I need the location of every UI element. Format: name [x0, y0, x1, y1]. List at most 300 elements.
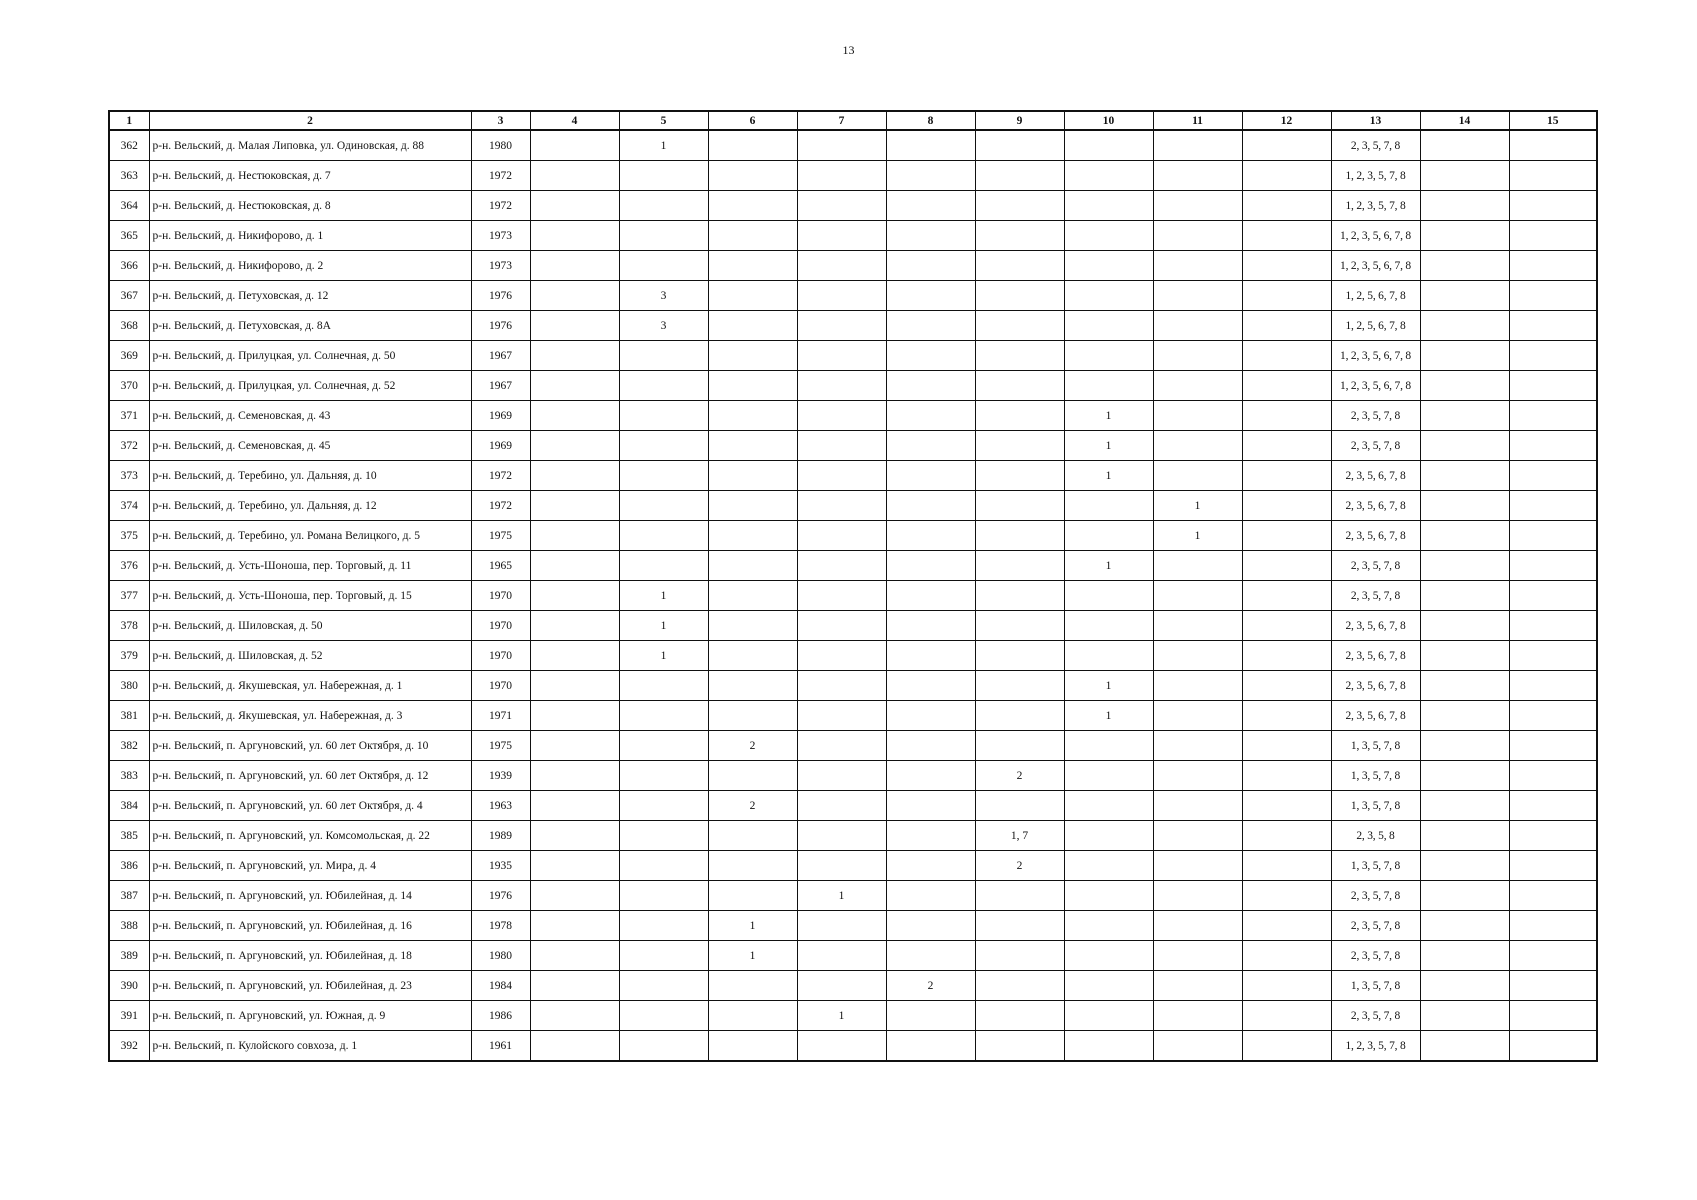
table-cell-col-10: [1064, 821, 1153, 851]
table-cell-col-9: [975, 1001, 1064, 1031]
table-cell-col-3: 1984: [471, 971, 530, 1001]
table-cell-col-5: [619, 821, 708, 851]
table-cell-col-14: [1420, 551, 1509, 581]
table-cell-col-6: [708, 761, 797, 791]
table-cell-col-6: [708, 971, 797, 1001]
table-cell-col-7: [797, 371, 886, 401]
table-cell-col-7: [797, 221, 886, 251]
table-cell-col-4: [530, 491, 619, 521]
table-cell-col-5: 1: [619, 611, 708, 641]
table-cell-col-10: [1064, 1001, 1153, 1031]
table-cell-col-8: [886, 761, 975, 791]
table-cell-col-5: [619, 161, 708, 191]
table-cell-col-3: 1978: [471, 911, 530, 941]
table-cell-col-5: [619, 221, 708, 251]
table-cell-col-1: 377: [109, 581, 149, 611]
table-cell-col-13: 1, 2, 3, 5, 6, 7, 8: [1331, 251, 1420, 281]
table-cell-col-4: [530, 401, 619, 431]
table-cell-col-7: 1: [797, 881, 886, 911]
table-cell-col-2: р-н. Вельский, д. Шиловская, д. 50: [149, 611, 471, 641]
table-cell-col-15: [1509, 911, 1597, 941]
table-cell-col-6: [708, 611, 797, 641]
table-cell-col-13: 2, 3, 5, 7, 8: [1331, 130, 1420, 161]
table-cell-col-7: [797, 191, 886, 221]
table-cell-col-3: 1973: [471, 251, 530, 281]
table-row: [109, 130, 1597, 161]
table-cell-col-4: [530, 761, 619, 791]
table-cell-col-1: 367: [109, 281, 149, 311]
table-cell-col-1: 364: [109, 191, 149, 221]
table-cell-col-3: 1972: [471, 461, 530, 491]
table-cell-col-9: 2: [975, 851, 1064, 881]
table-cell-col-9: [975, 311, 1064, 341]
table-cell-col-11: [1153, 941, 1242, 971]
table-cell-col-2: р-н. Вельский, д. Малая Липовка, ул. Одиновская, д. 88: [149, 130, 471, 161]
table-cell-col-2: р-н. Вельский, д. Теребино, ул. Дальняя, д. 12: [149, 491, 471, 521]
table-cell-col-1: 388: [109, 911, 149, 941]
table-cell-col-3: 1975: [471, 521, 530, 551]
table-cell-col-12: [1242, 341, 1331, 371]
table-cell-col-2: р-н. Вельский, п. Аргуновский, ул. 60 лет Октября, д. 12: [149, 761, 471, 791]
table-cell-col-5: [619, 731, 708, 761]
table-cell-col-11: 1: [1153, 491, 1242, 521]
table-cell-col-6: [708, 251, 797, 281]
table-cell-col-1: 382: [109, 731, 149, 761]
table-cell-col-11: [1153, 821, 1242, 851]
table-cell-col-5: [619, 851, 708, 881]
table-cell-col-3: 1969: [471, 401, 530, 431]
table-cell-col-11: [1153, 311, 1242, 341]
table-cell-col-8: [886, 881, 975, 911]
table-cell-col-11: [1153, 911, 1242, 941]
table-row: [109, 191, 1597, 221]
table-cell-col-3: 1963: [471, 791, 530, 821]
table-row: [109, 491, 1597, 521]
table-cell-col-2: р-н. Вельский, д. Якушевская, ул. Набережная, д. 3: [149, 701, 471, 731]
table-cell-col-1: 371: [109, 401, 149, 431]
table-cell-col-4: [530, 911, 619, 941]
table-cell-col-12: [1242, 191, 1331, 221]
table-cell-col-15: [1509, 311, 1597, 341]
table-cell-col-14: [1420, 911, 1509, 941]
table-cell-col-3: 1971: [471, 701, 530, 731]
table-cell-col-2: р-н. Вельский, д. Нестюковская, д. 8: [149, 191, 471, 221]
table-cell-col-7: [797, 551, 886, 581]
table-cell-col-13: 2, 3, 5, 7, 8: [1331, 881, 1420, 911]
table-cell-col-3: 1970: [471, 671, 530, 701]
page-number: 13: [842, 43, 855, 57]
table-cell-col-5: [619, 371, 708, 401]
table-cell-col-9: [975, 281, 1064, 311]
table-cell-col-5: [619, 401, 708, 431]
table-cell-col-3: 1965: [471, 551, 530, 581]
table-cell-col-12: [1242, 821, 1331, 851]
table-cell-col-2: р-н. Вельский, д. Усть-Шоноша, пер. Торговый, д. 11: [149, 551, 471, 581]
table-cell-col-8: [886, 191, 975, 221]
table-cell-col-3: 1972: [471, 161, 530, 191]
table-cell-col-4: [530, 311, 619, 341]
column-header-9: 9: [975, 111, 1064, 130]
table-cell-col-1: 366: [109, 251, 149, 281]
table-row: [109, 161, 1597, 191]
table-cell-col-1: 387: [109, 881, 149, 911]
table-cell-col-8: [886, 130, 975, 161]
table-cell-col-5: [619, 701, 708, 731]
table-row: [109, 1031, 1597, 1062]
table-cell-col-14: [1420, 671, 1509, 701]
table-cell-col-6: [708, 641, 797, 671]
table-cell-col-6: [708, 221, 797, 251]
table-cell-col-6: [708, 701, 797, 731]
table-cell-col-13: 2, 3, 5, 6, 7, 8: [1331, 701, 1420, 731]
table-cell-col-2: р-н. Вельский, д. Семеновская, д. 43: [149, 401, 471, 431]
table-cell-col-1: 375: [109, 521, 149, 551]
table-cell-col-13: 1, 2, 3, 5, 7, 8: [1331, 161, 1420, 191]
table-cell-col-13: 1, 3, 5, 7, 8: [1331, 731, 1420, 761]
table-cell-col-1: 363: [109, 161, 149, 191]
table-cell-col-3: 1986: [471, 1001, 530, 1031]
table-cell-col-8: [886, 611, 975, 641]
table-cell-col-14: [1420, 731, 1509, 761]
table-cell-col-8: [886, 641, 975, 671]
table-cell-col-8: [886, 251, 975, 281]
table-cell-col-3: 1973: [471, 221, 530, 251]
table-cell-col-4: [530, 971, 619, 1001]
table-cell-col-9: [975, 791, 1064, 821]
table-cell-col-13: 1, 3, 5, 7, 8: [1331, 851, 1420, 881]
table-cell-col-12: [1242, 401, 1331, 431]
table-cell-col-10: 1: [1064, 551, 1153, 581]
table-row: [109, 941, 1597, 971]
table-cell-col-14: [1420, 641, 1509, 671]
table-cell-col-8: [886, 941, 975, 971]
table-cell-col-9: [975, 731, 1064, 761]
table-row: [109, 821, 1597, 851]
table-cell-col-4: [530, 701, 619, 731]
table-cell-col-13: 1, 2, 3, 5, 6, 7, 8: [1331, 371, 1420, 401]
table-cell-col-3: 1939: [471, 761, 530, 791]
table-cell-col-11: [1153, 431, 1242, 461]
table-body: [109, 130, 1597, 1061]
column-header-7: 7: [797, 111, 886, 130]
table-cell-col-5: 3: [619, 281, 708, 311]
table-cell-col-9: [975, 521, 1064, 551]
table-cell-col-13: 2, 3, 5, 7, 8: [1331, 911, 1420, 941]
table-cell-col-9: [975, 641, 1064, 671]
table-cell-col-7: [797, 971, 886, 1001]
table-row: [109, 881, 1597, 911]
table-cell-col-10: [1064, 971, 1153, 1001]
table-row: [109, 791, 1597, 821]
table-cell-col-4: [530, 281, 619, 311]
table-header-row: [109, 111, 1597, 130]
table-cell-col-14: [1420, 341, 1509, 371]
table-cell-col-2: р-н. Вельский, д. Прилуцкая, ул. Солнечная, д. 52: [149, 371, 471, 401]
table-cell-col-8: [886, 371, 975, 401]
table-cell-col-9: [975, 941, 1064, 971]
table-row: [109, 641, 1597, 671]
table-cell-col-8: 2: [886, 971, 975, 1001]
table-cell-col-5: [619, 791, 708, 821]
table-cell-col-9: [975, 431, 1064, 461]
table-cell-col-7: [797, 491, 886, 521]
table-cell-col-11: [1153, 130, 1242, 161]
table-cell-col-2: р-н. Вельский, д. Петуховская, д. 8А: [149, 311, 471, 341]
table-cell-col-11: [1153, 581, 1242, 611]
table-cell-col-6: [708, 1001, 797, 1031]
table-cell-col-12: [1242, 161, 1331, 191]
table-cell-col-13: 2, 3, 5, 7, 8: [1331, 581, 1420, 611]
table-cell-col-8: [886, 671, 975, 701]
table-row: [109, 971, 1597, 1001]
table-cell-col-9: [975, 461, 1064, 491]
table-cell-col-12: [1242, 130, 1331, 161]
table-cell-col-5: [619, 941, 708, 971]
table-cell-col-11: [1153, 611, 1242, 641]
table-cell-col-6: [708, 311, 797, 341]
table-cell-col-2: р-н. Вельский, п. Аргуновский, ул. Юбилейная, д. 23: [149, 971, 471, 1001]
table-cell-col-12: [1242, 491, 1331, 521]
table-cell-col-6: 1: [708, 941, 797, 971]
table-row: [109, 401, 1597, 431]
table-cell-col-6: [708, 341, 797, 371]
table-cell-col-8: [886, 431, 975, 461]
table-cell-col-5: [619, 881, 708, 911]
table-cell-col-3: 1980: [471, 130, 530, 161]
table-cell-col-7: [797, 431, 886, 461]
table-cell-col-7: [797, 401, 886, 431]
table-cell-col-11: [1153, 191, 1242, 221]
table-cell-col-1: 373: [109, 461, 149, 491]
table-cell-col-9: [975, 371, 1064, 401]
table-cell-col-14: [1420, 191, 1509, 221]
table-cell-col-13: 2, 3, 5, 7, 8: [1331, 551, 1420, 581]
table-cell-col-10: [1064, 161, 1153, 191]
table-cell-col-1: 362: [109, 130, 149, 161]
table-cell-col-14: [1420, 821, 1509, 851]
table-cell-col-15: [1509, 281, 1597, 311]
table-cell-col-9: [975, 701, 1064, 731]
table-cell-col-13: 1, 2, 5, 6, 7, 8: [1331, 311, 1420, 341]
table-cell-col-7: [797, 130, 886, 161]
table-cell-col-1: 374: [109, 491, 149, 521]
table-cell-col-15: [1509, 161, 1597, 191]
table-cell-col-15: [1509, 461, 1597, 491]
table-cell-col-2: р-н. Вельский, п. Аргуновский, ул. Мира, д. 4: [149, 851, 471, 881]
table-cell-col-13: 1, 2, 5, 6, 7, 8: [1331, 281, 1420, 311]
table-cell-col-12: [1242, 671, 1331, 701]
table-cell-col-14: [1420, 281, 1509, 311]
table-cell-col-12: [1242, 221, 1331, 251]
table-row: [109, 911, 1597, 941]
table-cell-col-4: [530, 941, 619, 971]
table-cell-col-9: [975, 881, 1064, 911]
table-cell-col-9: 1, 7: [975, 821, 1064, 851]
table-cell-col-11: [1153, 731, 1242, 761]
table-cell-col-7: [797, 761, 886, 791]
table-cell-col-9: [975, 130, 1064, 161]
table-cell-col-13: 1, 3, 5, 7, 8: [1331, 971, 1420, 1001]
table-cell-col-12: [1242, 311, 1331, 341]
table-cell-col-11: [1153, 371, 1242, 401]
table-cell-col-11: [1153, 251, 1242, 281]
table-cell-col-4: [530, 551, 619, 581]
table-cell-col-14: [1420, 851, 1509, 881]
table-cell-col-11: [1153, 161, 1242, 191]
table-cell-col-8: [886, 341, 975, 371]
table-cell-col-15: [1509, 851, 1597, 881]
table-cell-col-7: [797, 341, 886, 371]
table-cell-col-9: [975, 551, 1064, 581]
table-cell-col-2: р-н. Вельский, д. Шиловская, д. 52: [149, 641, 471, 671]
table-cell-col-6: [708, 491, 797, 521]
table-cell-col-13: 2, 3, 5, 7, 8: [1331, 431, 1420, 461]
table-cell-col-14: [1420, 881, 1509, 911]
table-cell-col-10: 1: [1064, 461, 1153, 491]
table-cell-col-2: р-н. Вельский, д. Нестюковская, д. 7: [149, 161, 471, 191]
column-header-3: 3: [471, 111, 530, 130]
table-cell-col-12: [1242, 971, 1331, 1001]
table-cell-col-15: [1509, 221, 1597, 251]
table-cell-col-4: [530, 821, 619, 851]
table-cell-col-15: [1509, 881, 1597, 911]
table-cell-col-5: [619, 521, 708, 551]
table-cell-col-4: [530, 521, 619, 551]
table-cell-col-2: р-н. Вельский, п. Аргуновский, ул. Комсомольская, д. 22: [149, 821, 471, 851]
table-cell-col-10: 1: [1064, 671, 1153, 701]
table-cell-col-5: 1: [619, 641, 708, 671]
table-cell-col-3: 1970: [471, 641, 530, 671]
table-cell-col-15: [1509, 971, 1597, 1001]
table-cell-col-12: [1242, 941, 1331, 971]
table-cell-col-5: [619, 671, 708, 701]
table-cell-col-13: 1, 3, 5, 7, 8: [1331, 791, 1420, 821]
table-cell-col-10: [1064, 191, 1153, 221]
table-cell-col-14: [1420, 461, 1509, 491]
table-cell-col-3: 1975: [471, 731, 530, 761]
table-cell-col-1: 386: [109, 851, 149, 881]
table-cell-col-9: [975, 611, 1064, 641]
column-header-13: 13: [1331, 111, 1420, 130]
table-cell-col-9: [975, 251, 1064, 281]
table-cell-col-7: [797, 161, 886, 191]
table-cell-col-11: [1153, 221, 1242, 251]
table-cell-col-12: [1242, 281, 1331, 311]
column-header-5: 5: [619, 111, 708, 130]
column-header-8: 8: [886, 111, 975, 130]
table-cell-col-15: [1509, 671, 1597, 701]
column-header-10: 10: [1064, 111, 1153, 130]
table-cell-col-11: [1153, 851, 1242, 881]
table-cell-col-15: [1509, 1031, 1597, 1062]
table-cell-col-12: [1242, 851, 1331, 881]
table-cell-col-8: [886, 311, 975, 341]
table-cell-col-11: [1153, 551, 1242, 581]
table-cell-col-7: [797, 611, 886, 641]
table-cell-col-8: [886, 911, 975, 941]
table-row: [109, 701, 1597, 731]
table-cell-col-3: 1976: [471, 881, 530, 911]
table-cell-col-10: [1064, 311, 1153, 341]
table-cell-col-6: [708, 191, 797, 221]
table-cell-col-10: [1064, 851, 1153, 881]
table-row: [109, 431, 1597, 461]
table-cell-col-1: 389: [109, 941, 149, 971]
table-cell-col-11: [1153, 461, 1242, 491]
table-cell-col-3: 1967: [471, 341, 530, 371]
table-cell-col-14: [1420, 1001, 1509, 1031]
table-cell-col-12: [1242, 611, 1331, 641]
table-cell-col-6: 2: [708, 791, 797, 821]
table-cell-col-7: [797, 791, 886, 821]
table-cell-col-5: [619, 1031, 708, 1062]
table-cell-col-12: [1242, 431, 1331, 461]
table-cell-col-4: [530, 791, 619, 821]
table-cell-col-2: р-н. Вельский, д. Усть-Шоноша, пер. Торговый, д. 15: [149, 581, 471, 611]
table-cell-col-11: [1153, 971, 1242, 1001]
table-row: [109, 671, 1597, 701]
table-cell-col-10: [1064, 130, 1153, 161]
table-cell-col-1: 380: [109, 671, 149, 701]
table-cell-col-14: [1420, 941, 1509, 971]
table-cell-col-13: 1, 2, 3, 5, 6, 7, 8: [1331, 221, 1420, 251]
table-cell-col-1: 383: [109, 761, 149, 791]
table-cell-col-6: [708, 401, 797, 431]
table-cell-col-4: [530, 671, 619, 701]
table-row: [109, 731, 1597, 761]
table-cell-col-2: р-н. Вельский, п. Аргуновский, ул. Юбилейная, д. 14: [149, 881, 471, 911]
table-cell-col-4: [530, 581, 619, 611]
table-cell-col-8: [886, 731, 975, 761]
table-cell-col-10: [1064, 611, 1153, 641]
table-cell-col-7: [797, 941, 886, 971]
table-cell-col-1: 369: [109, 341, 149, 371]
table-cell-col-2: р-н. Вельский, д. Никифорово, д. 2: [149, 251, 471, 281]
table-cell-col-9: [975, 401, 1064, 431]
table-cell-col-12: [1242, 911, 1331, 941]
table-row: [109, 311, 1597, 341]
table-cell-col-15: [1509, 701, 1597, 731]
table-cell-col-4: [530, 130, 619, 161]
table-cell-col-2: р-н. Вельский, д. Якушевская, ул. Набережная, д. 1: [149, 671, 471, 701]
table-cell-col-5: [619, 1001, 708, 1031]
table-row: [109, 341, 1597, 371]
table-cell-col-2: р-н. Вельский, п. Аргуновский, ул. Южная, д. 9: [149, 1001, 471, 1031]
table-row: [109, 851, 1597, 881]
table-cell-col-7: [797, 251, 886, 281]
table-cell-col-15: [1509, 1001, 1597, 1031]
table-cell-col-9: [975, 341, 1064, 371]
table-cell-col-9: 2: [975, 761, 1064, 791]
table-cell-col-10: [1064, 221, 1153, 251]
table-cell-col-1: 391: [109, 1001, 149, 1031]
table-row: [109, 611, 1597, 641]
table-cell-col-8: [886, 551, 975, 581]
table-cell-col-4: [530, 1001, 619, 1031]
table-cell-col-5: [619, 251, 708, 281]
table-cell-col-15: [1509, 521, 1597, 551]
table-cell-col-1: 392: [109, 1031, 149, 1062]
table-cell-col-14: [1420, 251, 1509, 281]
table-cell-col-14: [1420, 401, 1509, 431]
table-cell-col-11: 1: [1153, 521, 1242, 551]
table-cell-col-4: [530, 341, 619, 371]
table-cell-col-4: [530, 251, 619, 281]
table-cell-col-4: [530, 221, 619, 251]
table-cell-col-11: [1153, 1031, 1242, 1062]
table-cell-col-9: [975, 581, 1064, 611]
table-cell-col-2: р-н. Вельский, п. Аргуновский, ул. 60 лет Октября, д. 10: [149, 731, 471, 761]
